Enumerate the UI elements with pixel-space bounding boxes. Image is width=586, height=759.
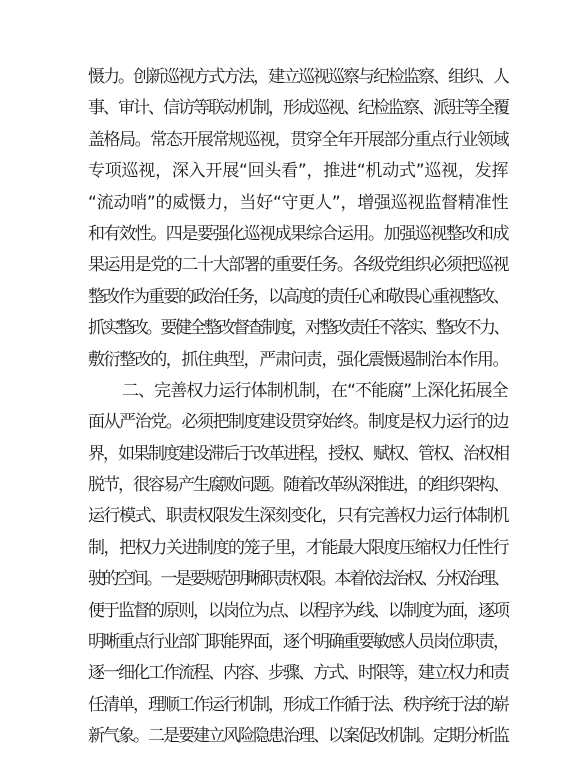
- text-line: 便于监督的原则，以岗位为点、以程序为线、以制度为面，逐项: [88, 600, 508, 621]
- text-line: 明晰重点行业部门职能界面，逐个明确重要敏感人员岗位职责，: [88, 632, 508, 653]
- section-heading-line: 二、完善权力运行体制机制，在“不能腐”上深化拓展全: [122, 380, 508, 401]
- text-line: 果运用是党的二十大部署的重要任务。各级党组织必须把巡视: [88, 255, 508, 276]
- text-line: 新气象。二是要建立风险隐患治理、以案促改机制。定期分析监: [88, 726, 508, 747]
- text-line: 和有效性。四是要强化巡视成果综合运用。加强巡视整改和成: [88, 223, 508, 244]
- text-line: 敷衍整改的，抓住典型，严肃问责，强化震慑遏制治本作用。: [88, 349, 508, 370]
- text-line: 面从严治党。必须把制度建设贯穿始终。制度是权力运行的边: [88, 412, 508, 433]
- text-line: 专项巡视，深入开展“回头看”，推进“机动式”巡视，发挥: [88, 161, 509, 182]
- text-line: 任清单，理顺工作运行机制，形成工作循于法、秩序统于法的崭: [88, 694, 508, 715]
- text-line: 运行模式、职责权限发生深刻变化，只有完善权力运行体制机: [88, 506, 508, 527]
- body-text: [88, 62, 508, 753]
- text-line: 整改作为重要的政治任务，以高度的责任心和敬畏心重视整改、: [88, 286, 508, 307]
- text-line: 抓实整改。要健全整改督查制度，对整改责任不落实、整改不力、: [88, 318, 508, 339]
- text-line: 逐一细化工作流程、内容、步骤、方式、时限等，建立权力和责: [88, 663, 508, 684]
- text-line: 界，如果制度建设滞后于改革进程，授权、赋权、管权、治权相: [88, 443, 508, 464]
- text-line: “流动哨”的威慑力，当好“守更人”，增强巡视监督精准性: [88, 192, 509, 213]
- text-line: 事、审计、信访等联动机制，形成巡视、纪检监察、派驻等全覆: [88, 98, 508, 119]
- text-line: 制，把权力关进制度的笼子里，才能最大限度压缩权力任性行: [88, 537, 508, 558]
- text-line: 盖格局。常态开展常规巡视，贯穿全年开展部分重点行业领域: [88, 129, 508, 150]
- text-line: 脱节，很容易产生腐败问题。随着改革纵深推进，的组织架构、: [88, 475, 508, 496]
- text-line: 慑力。创新巡视方式方法，建立巡视巡察与纪检监察、组织、人: [88, 67, 508, 87]
- text-line: 驶的空间。一是要规范明晰职责权限。本着依法治权、分权治理、: [88, 569, 508, 590]
